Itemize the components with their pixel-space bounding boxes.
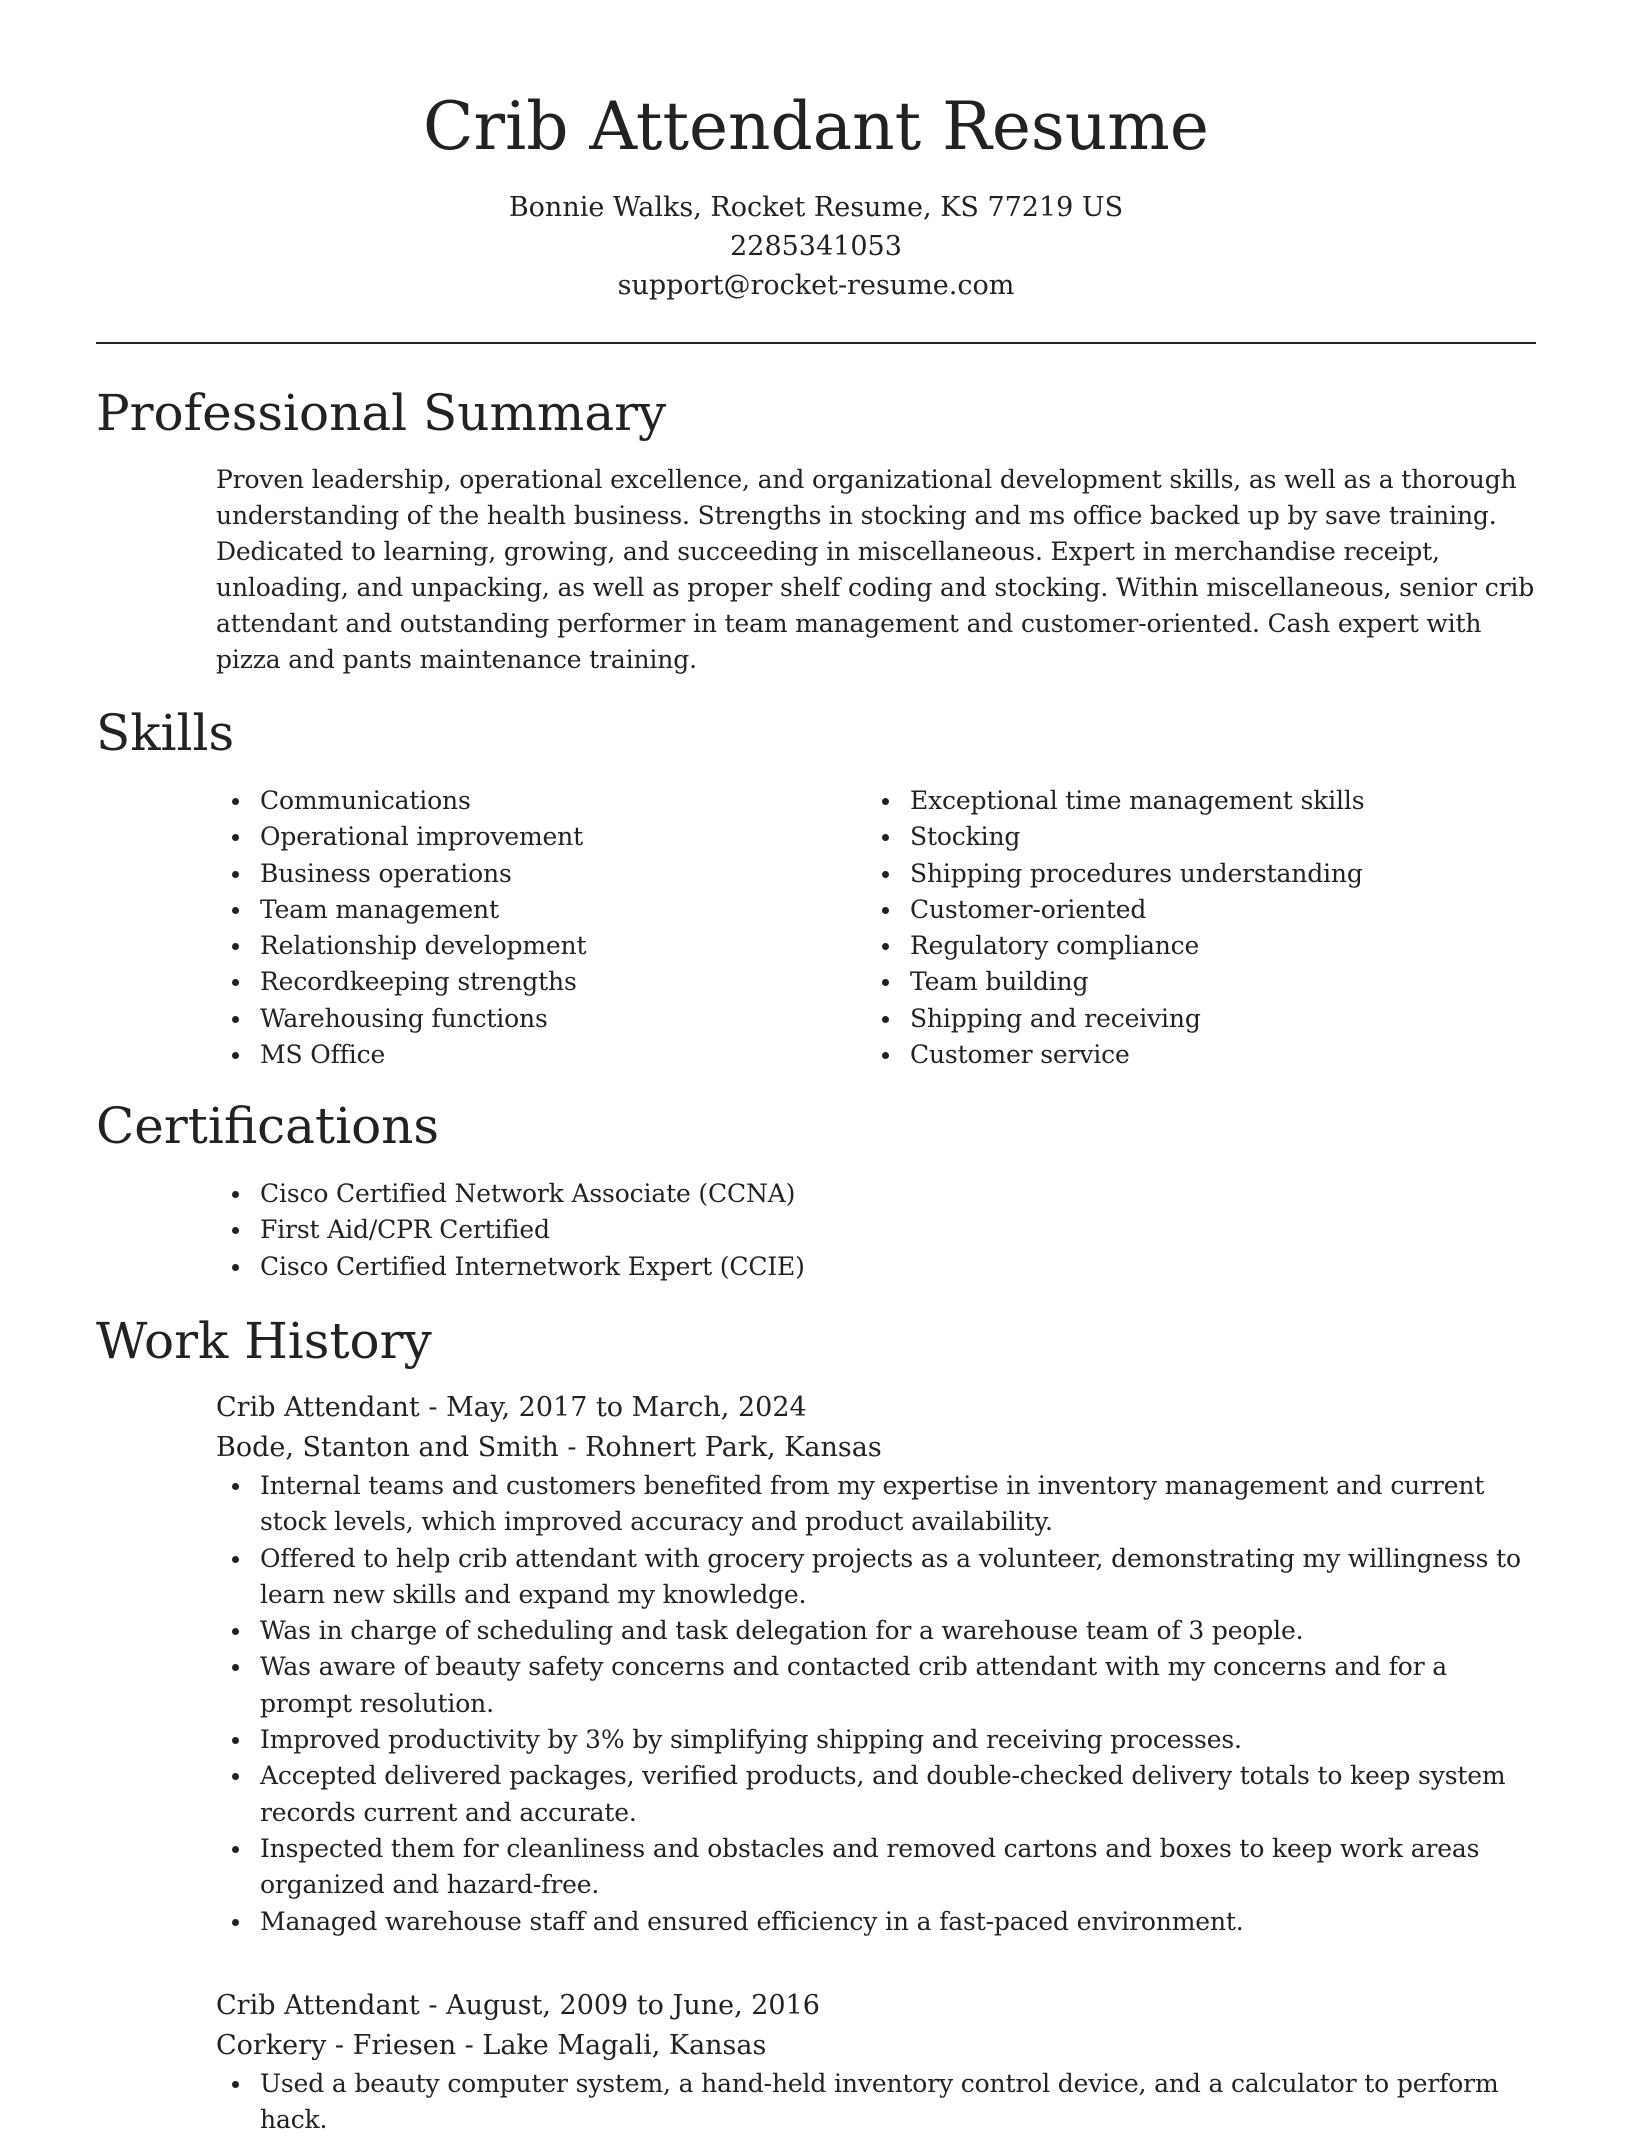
skill-item: Relationship development — [216, 928, 836, 964]
skill-item: Business operations — [216, 856, 836, 892]
skills-list-left — [216, 783, 836, 1073]
skill-item: Stocking — [866, 819, 1486, 855]
contact-address: Bonnie Walks, Rocket Resume, KS 77219 US — [508, 192, 1124, 223]
job-company-line: Corkery - Friesen - Lake Magali, Kansas — [216, 2030, 767, 2061]
resume-header — [96, 84, 1536, 305]
job-bullet: Used a beauty computer system, a hand-held inventory control device, and a calculator to perform hack. — [216, 2066, 1536, 2139]
skill-item: Operational improvement — [216, 819, 836, 855]
skill-item: Shipping procedures understanding — [866, 856, 1486, 892]
skill-item: Exceptional time management skills — [866, 783, 1486, 819]
job-location: Lake Magali, Kansas — [482, 2030, 767, 2061]
job-entry — [216, 1986, 1536, 2139]
job-title: Crib Attendant — [216, 1392, 420, 1423]
skill-item: Customer service — [866, 1037, 1486, 1073]
skill-item: MS Office — [216, 1037, 836, 1073]
header-divider — [96, 342, 1536, 344]
contact-phone: 2285341053 — [730, 231, 902, 262]
job-bullets — [216, 1468, 1536, 1940]
job-title-line: Crib Attendant - May, 2017 to March, 2024 — [216, 1392, 807, 1423]
section-heading-summary: Professional Summary — [96, 384, 667, 442]
section-heading-work-history: Work History — [96, 1312, 432, 1370]
job-company: Bode, Stanton and Smith — [216, 1432, 559, 1463]
job-company: Corkery - Friesen — [216, 2030, 457, 2061]
certification-item: First Aid/CPR Certified — [216, 1212, 1536, 1248]
job-bullets — [216, 2066, 1536, 2139]
resume-title: Crib Attendant Resume — [423, 88, 1209, 165]
skill-item: Team management — [216, 892, 836, 928]
job-bullet: Internal teams and customers benefited from my expertise in inventory management and current stock levels, which improved accuracy and product availability. — [216, 1468, 1536, 1541]
job-bullet: Offered to help crib attendant with grocery projects as a volunteer, demonstrating my willingness to learn new skills and expand my knowledge. — [216, 1541, 1536, 1614]
job-location: Rohnert Park, Kansas — [585, 1432, 882, 1463]
job-bullet: Accepted delivered packages, verified products, and double-checked delivery totals to keep system records current and accurate. — [216, 1758, 1536, 1831]
skill-item: Recordkeeping strengths — [216, 964, 836, 1000]
section-heading-certifications: Certifications — [96, 1097, 440, 1155]
job-title-line: Crib Attendant - August, 2009 to June, 2016 — [216, 1990, 820, 2021]
skill-item: Warehousing functions — [216, 1001, 836, 1037]
skills-list-right — [866, 783, 1486, 1073]
certifications-list — [216, 1176, 1536, 1285]
skill-item: Regulatory compliance — [866, 928, 1486, 964]
job-title: Crib Attendant — [216, 1990, 420, 2021]
job-bullet: Inspected them for cleanliness and obstacles and removed cartons and boxes to keep work areas organized and hazard-free. — [216, 1831, 1536, 1904]
job-bullet: Was in charge of scheduling and task delegation for a warehouse team of 3 people. — [216, 1613, 1536, 1649]
job-bullet: Improved productivity by 3% by simplifying shipping and receiving processes. — [216, 1722, 1536, 1758]
job-dates: May, 2017 to March, 2024 — [446, 1392, 807, 1423]
skill-item: Shipping and receiving — [866, 1001, 1486, 1037]
job-dates: August, 2009 to June, 2016 — [446, 1990, 820, 2021]
skill-item: Team building — [866, 964, 1486, 1000]
job-entry — [216, 1388, 1536, 1940]
skill-item: Communications — [216, 783, 836, 819]
contact-email: support@rocket-resume.com — [617, 270, 1015, 301]
certification-item: Cisco Certified Network Associate (CCNA) — [216, 1176, 1536, 1212]
certification-item: Cisco Certified Internetwork Expert (CCIE) — [216, 1249, 1536, 1285]
summary-text: Proven leadership, operational excellence, and organizational development skills, as well as a thorough understanding of the health business. Strengths in stocking and ms office backed up by save training. Dedicated to learning, growing, and succeeding in miscellaneous. Expert in merchandise receipt, unloading, and unpacking, as well as proper shelf coding and stocking. Within miscellaneous, senior crib attendant and outstanding performer in team management and customer-oriented. Cash expert with pizza and pants maintenance training. — [216, 465, 1535, 674]
job-company-line: Bode, Stanton and Smith - Rohnert Park, Kansas — [216, 1432, 882, 1463]
job-bullet: Was aware of beauty safety concerns and contacted crib attendant with my concerns and for a prompt resolution. — [216, 1649, 1536, 1722]
section-heading-skills: Skills — [96, 704, 235, 762]
job-bullet: Managed warehouse staff and ensured efficiency in a fast-paced environment. — [216, 1904, 1536, 1940]
skill-item: Customer-oriented — [866, 892, 1486, 928]
